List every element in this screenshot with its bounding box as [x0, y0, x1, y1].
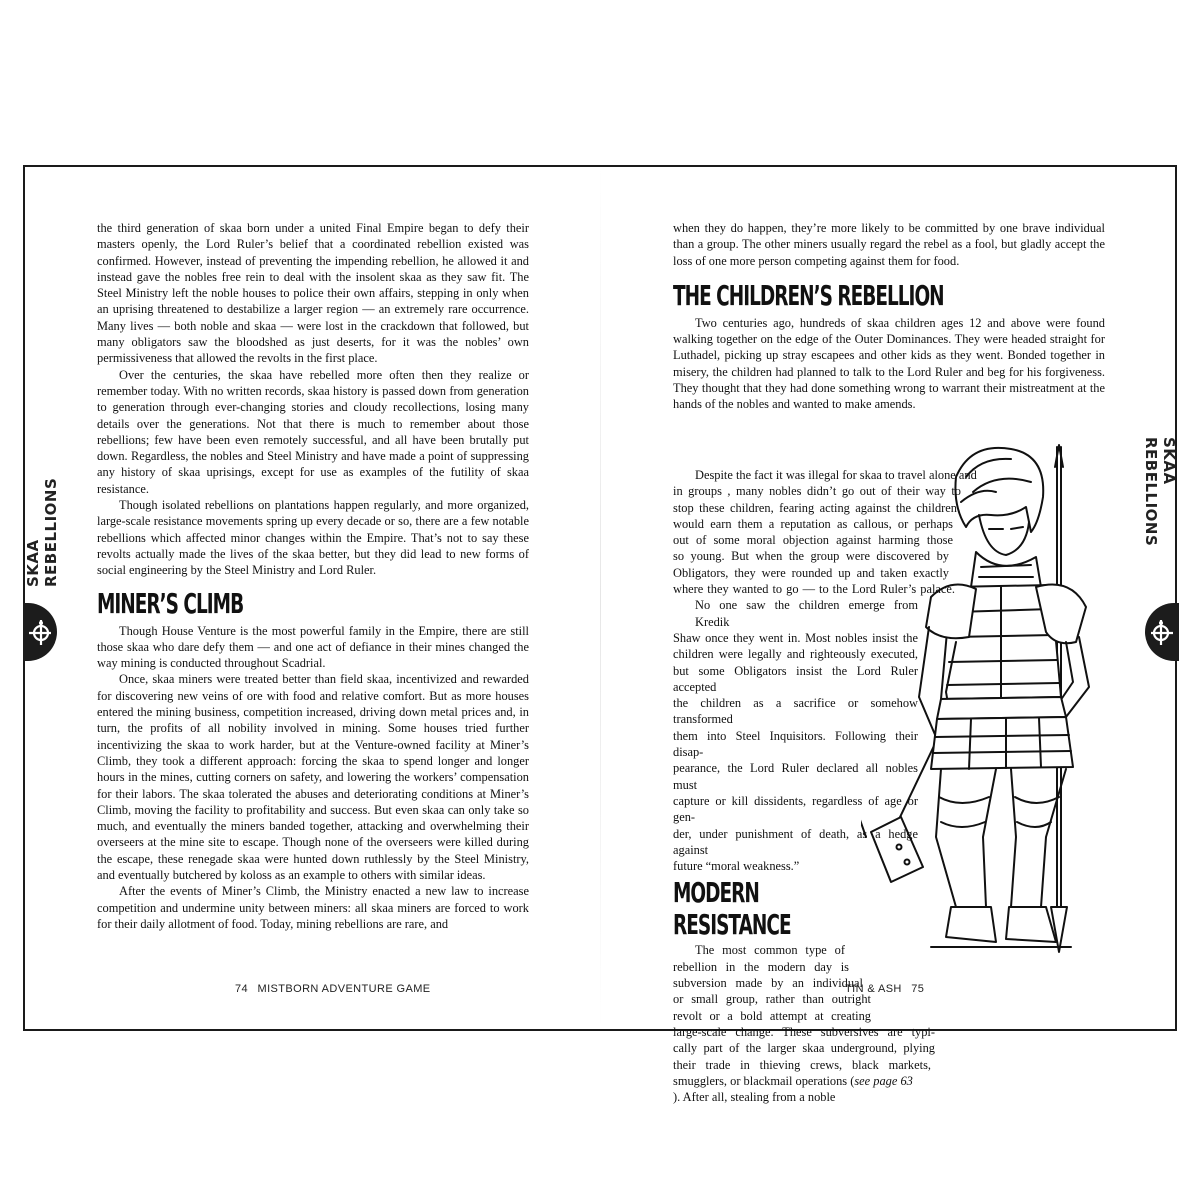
paragraph: Over the centuries, the skaa have rebelled more often then they realize or remember today. With no written records, skaa history is passed down from generation to generation through ever-changing stories and cloudy recollections, losing many details over the generations. Not that there is much to remember about those rebellions; few have been even remotely successful, and all have been brutally put down. Regardless, the nobles and Steel Ministry and have made a point of suppressing any history of skaa uprisings, except for use as examples of the futility of skaa resistance. [97, 367, 529, 496]
no-one-paragraph [673, 597, 963, 874]
text-line: Despite the fact it was illegal for skaa to travel alone and [695, 468, 977, 482]
section-heading-miners-climb: MINER’S CLIMB [97, 586, 244, 620]
section-heading-resistance: RESISTANCE [673, 908, 791, 942]
left-text-column [97, 220, 529, 932]
book-spread [23, 165, 1178, 1105]
text-line: rebellion in the modern day is [673, 959, 849, 974]
text-line: future “moral weakness.” [673, 859, 800, 874]
paragraph: Though House Venture is the most powerful family in the Empire, there are still those skaa who dare defy them — and one act of defiance in their mines changed the way mining is conducted throughout Scadrial. [97, 623, 529, 671]
right-text-column [673, 220, 1105, 413]
allomancy-symbol-icon [27, 617, 53, 647]
text-line: The most common type of [695, 943, 845, 958]
text-line: subversion made by an individual [673, 976, 863, 991]
paragraph: the third generation of skaa born under a united Final Empire began to defy their masters openly, the Lord Ruler’s belief that a coordinated rebellion existed was confirmed. However, instead of preventing the impending rebellion, he allowed it and instead gave the nobles free rein to deal with the insolent skaa as they saw fit. The Steel Ministry left the noble houses to police their own affairs, stepping in only when an uprising threatened to destabilize a larger region — an extremely rare occurrence. Many lives — both noble and skaa — were lost in the crackdown that followed, but many obligators saw the bloodshed as just deserts, for it was the nobles’ own permissiveness that allowed the revolts in the first place. [97, 221, 529, 366]
left-page [25, 167, 601, 1029]
text-line: large-scale change. These subversives are typi- [673, 1024, 935, 1039]
text-line: but some Obligators insist the Lord Ruler accepted [673, 663, 918, 694]
paragraph: Once, skaa miners were treated better than field skaa, incentivized and rewarded for discovering new veins of ore with food and relative comfort. But as more houses entered the mining business, competition increased, driving down metal prices and, in turn, the profits of all nobility involved in mining. Some houses tried further incentivizing the skaa to work harder, but at the Venture-owned facility at Miner’s Climb, they took a different approach: forcing the skaa to spend longer and longer hours in the mines, cutting corners on safety, and lowering the workers’ compensation for their labors. The skaa tolerated the abuses and deteriorating conditions at Miner’s Climb, moving the facility to profitability and success. But even skaa can only take so much, and eventually the miners banded together, attacking and overwhelming their overseers at the mine site to escape. Though none of the overseers were killed during the escape, these renegade skaa were hunted down ruthlessly by the Steel Ministry, and eventually butchered by koloss as an example to others with similar ideas. [97, 672, 529, 882]
despite-paragraph [673, 467, 977, 597]
text-line: revolt or a bold attempt at creating [673, 1008, 871, 1023]
text-line: cally part of the larger skaa underground, plying [673, 1041, 935, 1056]
text-line: out of some moral objection against harming those [673, 533, 953, 548]
book-title: TIN & ASH [845, 983, 902, 995]
page-number: 75 [911, 983, 925, 995]
text-line: their trade in thieving crews, black markets, [673, 1057, 931, 1072]
modern-paragraph [673, 942, 963, 1105]
paragraph: Two centuries ago, hundreds of skaa children ages 12 and above were found walking together on the edge of the Outer Dominances. They were headed straight for Luthadel, picking up stray escapees and other kids as they went. Bonded together in misery, the children had planned to talk to the Lord Ruler and beg for his forgiveness. They thought that they had done something wrong to warrant their mistreatment at the hands of the nobles and wanted to make amends. [673, 315, 1105, 412]
paragraph: Though isolated rebellions on plantations happen regularly, and more organized, large-scale resistance movements spring up every decade or so, there are a few notable rebellions which affected minor changes within the Empire. That’s not to say these revolts actually made the lives of the skaa better, but they did lead to new forms of social engineering by the Steel Ministry and Lord Ruler. [97, 498, 529, 578]
paragraph: when they do happen, they’re more likely to be committed by one brave individual than a group. The other miners usually regard the rebel as a fool, but gladly accept the loss of one more person competing against them for food. [673, 221, 1105, 268]
section-heading-childrens-rebellion: THE CHILDREN’S REBELLION [673, 278, 944, 312]
section-heading-modern: MODERN [673, 876, 759, 910]
left-page-footer [229, 983, 431, 995]
text-line: where they wanted to go — to the Lord Ruler’s palace. [673, 582, 955, 597]
text-line [673, 1073, 963, 1089]
text-line: capture or kill dissidents, regardless of age or gen- [673, 793, 918, 825]
text-line: Shaw once they went in. Most nobles insist the [673, 630, 918, 645]
right-page-footer [845, 983, 930, 995]
text-line: the children as a sacrifice or somehow transformed [673, 696, 918, 727]
text-line: or small group, rather than outright [673, 992, 871, 1007]
text-line: them into Steel Inquisitors. Following their disap- [673, 728, 918, 760]
text-line: children were legally and righteously executed, [673, 647, 918, 662]
text-line: der, under punishment of death, as a hedge against [673, 826, 918, 857]
right-wrapped-text [673, 467, 977, 1105]
text-line: No one saw the children emerge from Kredik [695, 598, 918, 629]
text-line: would earn them a reputation as callous, or perhaps [673, 516, 953, 531]
text-fragment: smugglers, or blackmail operations ( [673, 1073, 855, 1088]
page-number: 74 [235, 983, 249, 995]
page-reference-link[interactable]: see page 63 [854, 1073, 913, 1088]
side-tab-label: SKAA REBELLIONS [24, 477, 60, 587]
text-line: in groups , many nobles didn’t go out of their way to [673, 484, 961, 499]
text-line: stop these children, fearing acting against the children [673, 500, 957, 515]
text-line: ). After all, stealing from a noble [673, 1090, 836, 1105]
emblem-icon [23, 603, 57, 661]
paragraph: After the events of Miner’s Climb, the Ministry enacted a new law to increase competition and undermine unity between miners: all skaa miners are forced to work for their daily allotment of food. Today, mining rebellions are rare, and [97, 884, 529, 931]
book-title: MISTBORN ADVENTURE GAME [257, 983, 431, 995]
text-line: Obligators, they were rounded up and taken exactly [673, 565, 949, 580]
left-side-tab [24, 437, 60, 661]
text-line: so young. But when the group were discovered by [673, 549, 949, 564]
side-tab-label: SKAA REBELLIONS [1142, 437, 1178, 547]
right-page [601, 167, 1178, 1105]
text-line: pearance, the Lord Ruler declared all nobles must [673, 761, 918, 792]
